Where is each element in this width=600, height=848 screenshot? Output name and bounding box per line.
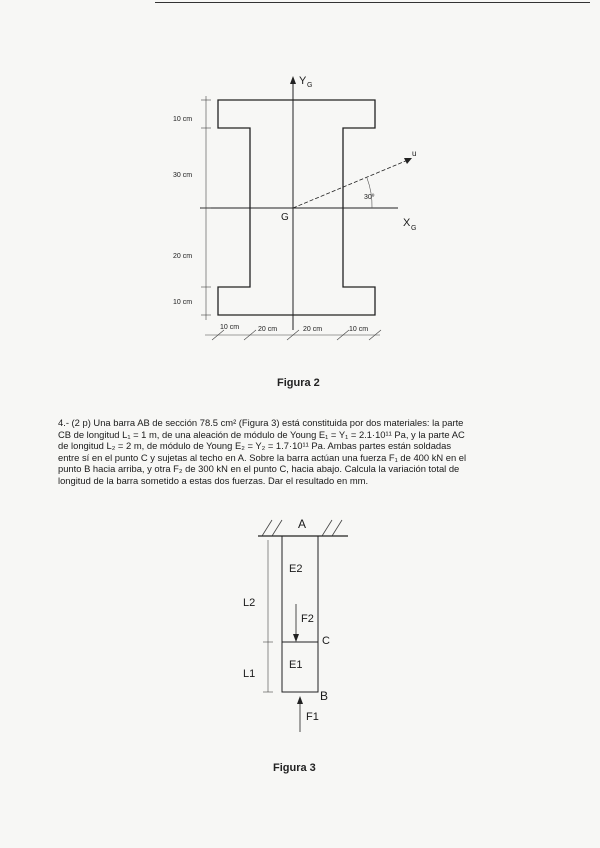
figure-3-caption: Figura 3 — [273, 762, 316, 774]
dim-bottom-4: 10 cm — [349, 326, 369, 333]
problem-line: de longitud L₂ = 2 m, de módulo de Young E₂ = Y₂ = 1.7·10¹¹ Pa. Ambas partes están soldadas — [58, 440, 452, 452]
length-l1-label: L1 — [243, 668, 256, 680]
dim-left-bottom: 10 cm — [173, 299, 193, 306]
material-e2-label: E2 — [289, 563, 303, 575]
y-axis-subscript: G — [307, 82, 313, 89]
problem-line: punto B hacia arriba, y otra F₂ de 300 kN en el punto C, hacia abajo. Calcula la variación total de — [58, 463, 460, 475]
problem-4-text — [58, 417, 542, 487]
force-f2-label: F2 — [301, 613, 314, 625]
material-e1-label: E1 — [289, 659, 303, 671]
problem-line: entre sí en el punto C y sujetas al techo en A. Sobre la barra actúan una fuerza F₁ de 400 kN en el — [58, 451, 467, 463]
u-axis — [293, 160, 408, 208]
bar-cb — [282, 642, 318, 692]
angle-arc — [367, 178, 372, 208]
ceiling-hatching — [262, 520, 342, 536]
u-axis-label: u — [412, 149, 417, 158]
centroid-label: G — [281, 212, 289, 223]
y-axis-arrow — [290, 76, 296, 84]
problem-line: 4.- (2 p) Una barra AB de sección 78.5 cm² (Figura 3) está constituida por dos materiales: la parte — [58, 417, 464, 428]
dim-left-lower: 20 cm — [173, 253, 193, 260]
length-l2-label: L2 — [243, 597, 256, 609]
point-c-label: C — [322, 635, 330, 647]
y-axis-label: Y — [299, 75, 307, 87]
figure-2-caption: Figura 2 — [277, 377, 320, 389]
bar-ac — [282, 536, 318, 642]
x-axis-subscript: G — [411, 225, 417, 232]
force-f1-arrowhead — [297, 696, 303, 704]
dim-bottom-1: 10 cm — [220, 324, 240, 331]
dim-bottom-3: 20 cm — [303, 326, 323, 333]
point-b-label: B — [320, 689, 329, 703]
problem-line: longitud de la barra sometido a estas dos fuerzas. Dar el resultado en mm. — [58, 474, 369, 486]
dim-bottom-2: 20 cm — [258, 326, 278, 333]
figure-2-diagram — [0, 0, 600, 400]
dim-left-top: 10 cm — [173, 116, 193, 123]
force-f2-arrowhead — [293, 634, 299, 642]
point-a-label: A — [298, 517, 307, 531]
problem-line: CB de longitud L₁ = 1 m, de una aleación de módulo de Young E₁ = Y₁ = 2.1·10¹¹ Pa, y la parte AC — [58, 428, 465, 440]
force-f1-label: F1 — [306, 711, 319, 723]
angle-label: 30º — [364, 194, 375, 201]
dim-left-upper: 30 cm — [173, 172, 193, 179]
x-axis-label: X — [403, 217, 411, 229]
